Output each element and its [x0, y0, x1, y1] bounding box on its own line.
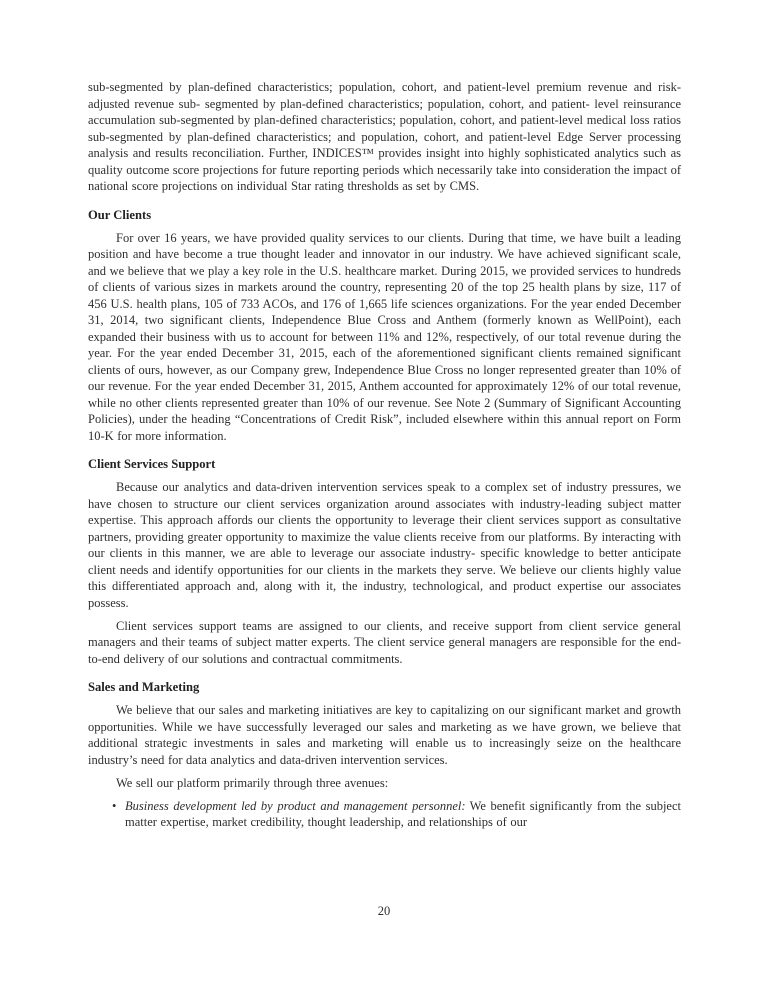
client-services-paragraph-2: Client services support teams are assigned to our clients, and receive support from client service general managers and their teams of subject matter experts. The client service general managers are responsible for the end- to-end delivery of our solutions and contractual commitments.	[88, 618, 681, 666]
page-content	[88, 79, 681, 831]
bullet-marker-icon: •	[112, 798, 117, 813]
continuation-paragraph: sub-segmented by plan-defined characteristics; population, cohort, and patient-level premium revenue and risk-adjusted revenue sub- segmented by plan-defined characteristics; population, cohort, and patient- level reinsurance accumulation sub-segmented by plan-defined characteristics; population, cohort, and patient-level medical loss ratios sub-segmented by plan-defined characteristics; and population, cohort, and patient-level Edge Server processing analysis and results reconciliation. Further, INDICES™ provides insight into highly sophisticated analytics such as quality outcome score projections for future reporting periods which necessarily take into consideration the impact of national score projections on individual Star rating thresholds as set by CMS.	[88, 80, 681, 193]
client-services-paragraph-1: Because our analytics and data-driven intervention services speak to a complex set of industry pressures, we have chosen to structure our client services organization around associates with industry-leading subject matter expertise. This approach affords our clients the opportunity to leverage their client services support as consultative partners, providing greater opportunity to maximize the value clients receive from our platforms. By interacting with our clients in this manner, we are able to leverage our associate industry- specific knowledge to better anticipate client needs and identify opportunities for our clients in the markets they serve. We believe our clients highly value this differentiated approach and, along with it, the industry, technological, and product expertise our associates possess.	[88, 480, 681, 610]
platform-avenues-paragraph: We sell our platform primarily through three avenues:	[116, 775, 389, 790]
bullet-body: We benefit significantly from the subject matter expertise, market credibility, thought leadership, and relationships of our	[125, 798, 682, 829]
section-heading-sales-and-marketing: Sales and Marketing	[88, 680, 200, 694]
section-heading-our-clients: Our Clients	[88, 207, 152, 222]
bullet-item	[112, 798, 681, 831]
section-heading-client-services-support: Client Services Support	[88, 457, 216, 471]
page-number: 20	[377, 904, 391, 918]
bullet-lead-italic: Business development led by product and management personnel:	[125, 798, 466, 813]
bullet-text	[125, 798, 681, 831]
our-clients-paragraph: For over 16 years, we have provided quality services to our clients. During that time, we have built a leading position and have become a true thought leader and innovator in our industry. We have achieved significant scale, and we believe that we play a key role in the U.S. healthcare market. During 2015, we provided services to hundreds of clients of various sizes in markets around the country, representing 20 of the top 25 health plans by size, 117 of 456 U.S. health plans, 105 of 733 ACOs, and 176 of 1,665 life sciences organizations. For the year ended December 31, 2014, two significant clients, Independence Blue Cross and Anthem (formerly known as WellPoint), each expanded their business with us to account for between 11% and 12%, respectively, of our total revenue during the year. For the year ended December 31, 2015, each of the aforementioned significant clients remained significant clients of ours, however, as our Company grew, Independence Blue Cross no longer represented greater than 10% of our revenue. For the year ended December 31, 2015, Anthem accounted for approximately 12% of our total revenue, while no other clients represented greater than 10% of our revenue. See Note 2 (Summary of Significant Accounting Policies), under the heading “Concentrations of Credit Risk”, included elsewhere within this annual report on Form 10-K for more information.	[88, 230, 681, 443]
sales-marketing-paragraph: We believe that our sales and marketing initiatives are key to capitalizing on our significant market and growth opportunities. While we have successfully leveraged our sales and marketing as we have grown, we believe that additional strategic investments in sales and marketing will enable us to increasingly seize on the healthcare industry’s need for data analytics and data-driven intervention services.	[88, 703, 681, 767]
